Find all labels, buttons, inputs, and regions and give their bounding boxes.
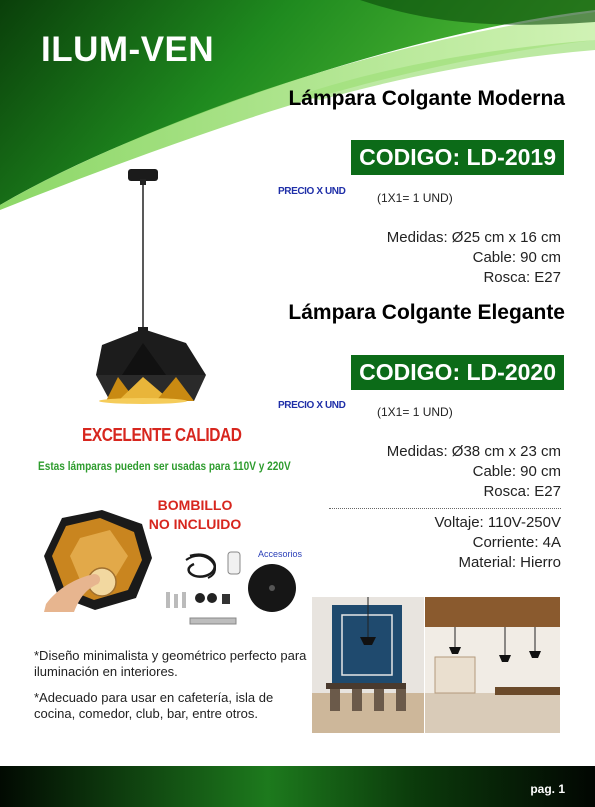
cafe-photo	[425, 597, 560, 733]
pendant-lamp-image	[76, 163, 216, 408]
page-number: pag. 1	[530, 782, 565, 796]
spec-line: Medidas: Ø25 cm x 16 cm	[386, 229, 561, 246]
brand-logo-text: ILUM-VEN	[41, 30, 215, 69]
dining-room-photo	[312, 597, 424, 733]
bulb-note-line: NO INCLUIDO	[148, 516, 242, 532]
footer-band-graphic	[0, 766, 595, 807]
hand-holding-lamp-image	[40, 508, 155, 613]
price-label: PRECIO X UND	[278, 186, 346, 197]
description-paragraph: *Diseño minimalista y geométrico perfecto para iluminación en interiores.	[34, 648, 307, 679]
divider	[329, 508, 561, 509]
product-code-badge: CODIGO: LD-2019	[351, 140, 564, 175]
voltage-note: Estas lámparas pueden ser usadas para 110V y 220V	[38, 459, 291, 473]
spec-line: Rosca: E27	[483, 483, 561, 500]
spec-line: Material: Hierro	[458, 554, 561, 571]
spec-line: Rosca: E27	[483, 269, 561, 286]
accessories-image	[160, 546, 303, 634]
bulb-not-included-note	[140, 496, 250, 534]
spec-line: Cable: 90 cm	[472, 249, 561, 266]
common-specs	[435, 513, 562, 573]
product-code-badge: CODIGO: LD-2020	[351, 355, 564, 390]
bulb-note-line: BOMBILLO	[157, 497, 233, 513]
product-title: Lámpara Colgante Moderna	[288, 87, 565, 110]
spec-line: Corriente: 4A	[472, 534, 561, 551]
spec-line: Cable: 90 cm	[472, 463, 561, 480]
product-specs	[387, 442, 561, 502]
spec-line: Voltaje: 110V-250V	[434, 514, 561, 531]
unit-info: (1X1= 1 UND)	[377, 405, 453, 419]
description-paragraph: *Adecuado para usar en cafetería, isla de cocina, comedor, club, bar, entre otros.	[34, 690, 274, 721]
price-label: PRECIO X UND	[278, 400, 346, 411]
unit-info: (1X1= 1 UND)	[377, 191, 453, 205]
product-specs	[387, 228, 561, 288]
quality-heading: EXCELENTE CALIDAD	[82, 425, 242, 445]
spec-line: Medidas: Ø38 cm x 23 cm	[386, 443, 561, 460]
accessories-label: Accesorios	[258, 549, 303, 559]
product-title: Lámpara Colgante Elegante	[288, 301, 565, 324]
